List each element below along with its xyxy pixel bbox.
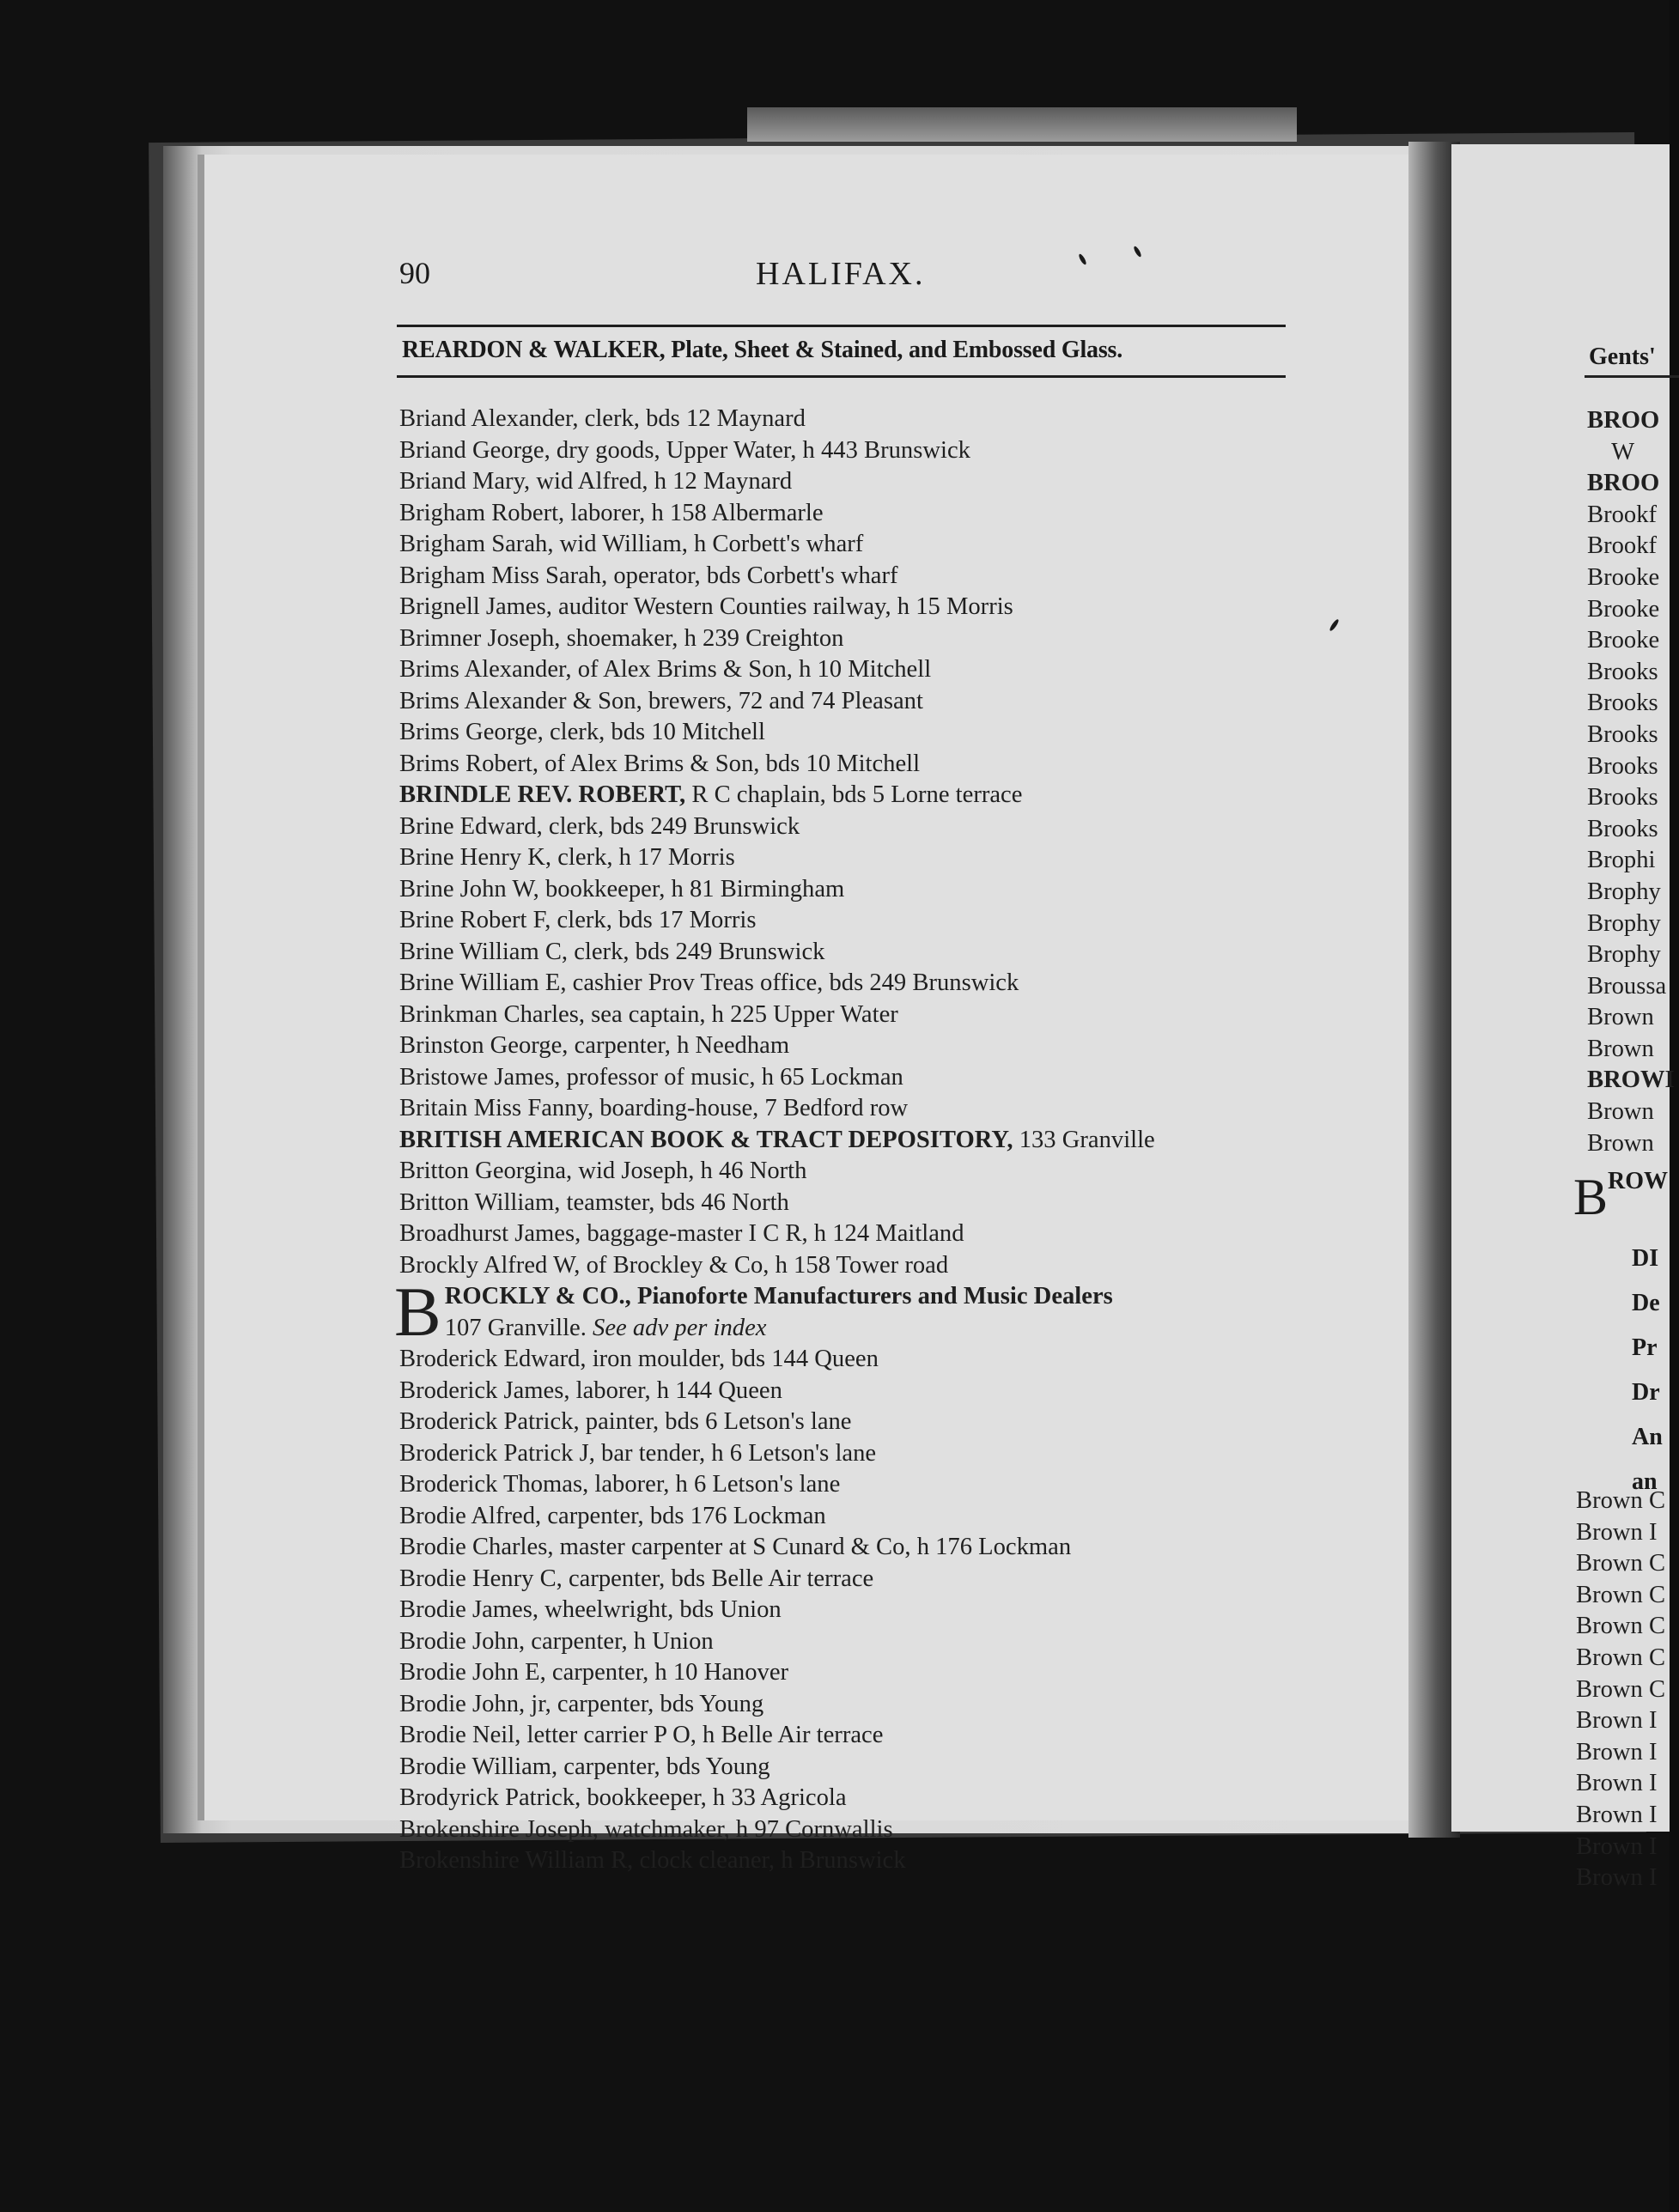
directory-entry: Brine Edward, clerk, bds 249 Brunswick [399, 812, 800, 840]
directory-entry: Brodyrick Patrick, bookkeeper, h 33 Agricola [399, 1784, 847, 1811]
right-page-entry: Brophy [1587, 941, 1661, 969]
directory-entry: Bristowe James, professor of music, h 65 Lockman [399, 1063, 903, 1091]
directory-entry: Brodie John, carpenter, h Union [399, 1627, 714, 1655]
right-page-entry: Brookf [1587, 532, 1658, 560]
directory-entry: Brodie Alfred, carpenter, bds 176 Lockman [399, 1502, 826, 1529]
directory-entry: Brigham Miss Sarah, operator, bds Corbett's wharf [399, 562, 898, 589]
right-page-entry: Brophi [1587, 847, 1656, 874]
directory-entry: Brine William C, clerk, bds 249 Brunswick [399, 938, 825, 965]
right-page-entry: Brown I [1576, 1801, 1658, 1828]
right-page-entry: Brookf [1587, 501, 1658, 528]
advertising-banner: REARDON & WALKER, Plate, Sheet & Stained, and Embossed Glass. [402, 337, 1123, 363]
directory-entry: Broderick James, laborer, h 144 Queen [399, 1376, 782, 1404]
directory-entries [394, 404, 1310, 1877]
directory-entry: Brinston George, carpenter, h Needham [399, 1032, 790, 1059]
right-page-ad-lines [1632, 1237, 1663, 1504]
right-page-entry: Brown I [1576, 1864, 1658, 1892]
directory-entry: Brine Henry K, clerk, h 17 Morris [399, 844, 735, 871]
directory-entry: Brodie John, jr, carpenter, bds Young [399, 1690, 764, 1717]
right-page-entry: Brown [1587, 1129, 1654, 1157]
directory-entry: Brine John W, bookkeeper, h 81 Birmingham [399, 875, 845, 902]
right-page-entry: Brown C [1576, 1644, 1666, 1671]
right-page-entry: Brown [1587, 1004, 1654, 1031]
directory-entry: Brims Alexander, of Alex Brims & Son, h 10 Mitchell [399, 656, 932, 683]
right-page-ad-line: Dr [1632, 1379, 1660, 1406]
right-page-entry: Brown I [1576, 1832, 1658, 1860]
directory-entry: Britton William, teamster, bds 46 North [399, 1188, 789, 1216]
right-page-entry: Brooks [1587, 752, 1658, 780]
directory-entry: Brodie Henry C, carpenter, bds Belle Air terrace [399, 1565, 874, 1592]
ad-address: 107 Granville. [444, 1314, 587, 1341]
right-page-entry: Brooks [1587, 720, 1658, 748]
right-page-entry: Brown C [1576, 1487, 1666, 1514]
directory-entry: Broderick Edward, iron moulder, bds 144 Queen [399, 1346, 879, 1372]
page-number: 90 [399, 256, 430, 290]
entry-detail: 133 Granville [1013, 1126, 1155, 1153]
directory-entry: Briand Alexander, clerk, bds 12 Maynard [399, 405, 806, 432]
brockly-advertisement [394, 1273, 1310, 1351]
directory-entry: Britain Miss Fanny, boarding-house, 7 Bedford row [399, 1095, 909, 1121]
directory-entry: Brims Alexander & Son, brewers, 72 and 74 Pleasant [399, 687, 923, 714]
book-top-edge [747, 107, 1297, 142]
directory-entry: Broderick Thomas, laborer, h 6 Letson's lane [399, 1471, 841, 1498]
right-page-entry: Brooke [1587, 563, 1660, 591]
right-page-entry: Brophy [1587, 909, 1661, 937]
right-page-entry: Brooks [1587, 815, 1658, 842]
directory-entry-british-american [399, 1125, 1310, 1157]
right-page-entry: Brooks [1587, 690, 1658, 717]
entry-name-bold: BRINDLE REV. ROBERT, [399, 781, 686, 808]
directory-entry: Brokenshire William R, clock cleaner, h Brunswick [399, 1847, 906, 1874]
directory-entry: Brodie Charles, master carpenter at S Cunard & Co, h 176 Lockman [399, 1534, 1072, 1560]
directory-entry: Broderick Patrick, painter, bds 6 Letson's lane [399, 1408, 852, 1435]
directory-entry: Broderick Patrick J, bar tender, h 6 Letson's lane [399, 1439, 877, 1467]
running-head: HALIFAX. [756, 256, 926, 292]
directory-entry: Brinkman Charles, sea captain, h 225 Upper Water [399, 1000, 898, 1028]
right-dropcap-rest: ROW [1608, 1168, 1669, 1194]
right-page-ad-heading [1573, 1168, 1668, 1227]
directory-entry: Briand George, dry goods, Upper Water, h 443 Brunswick [399, 436, 970, 464]
right-page-entry: BROWI [1587, 1066, 1675, 1094]
right-page-entry: Brown [1587, 1035, 1654, 1062]
directory-entry: Brodie Neil, letter carrier P O, h Belle Air terrace [399, 1722, 884, 1748]
directory-entry: Brimner Joseph, shoemaker, h 239 Creighton [399, 624, 844, 652]
right-page-entry: Brown C [1576, 1581, 1666, 1608]
directory-entry: Brodie John E, carpenter, h 10 Hanover [399, 1659, 789, 1686]
ad-reference: See adv per index [593, 1314, 767, 1341]
right-page-entry: Brown I [1576, 1770, 1658, 1797]
directory-entry: Brims Robert, of Alex Brims & Son, bds 10 Mitchell [399, 750, 921, 777]
directory-entry: Briand Mary, wid Alfred, h 12 Maynard [399, 468, 793, 495]
directory-entry: Broadhurst James, baggage-master I C R, h 124 Maitland [399, 1220, 964, 1247]
right-page-entry: BROO [1587, 470, 1660, 497]
right-page-banner: Gents' [1589, 343, 1656, 370]
right-page-entry: Brown C [1576, 1613, 1666, 1640]
directory-entry: Brockly Alfred W, of Brockley & Co, h 158 Tower road [399, 1251, 949, 1279]
right-page-entry: Brown I [1576, 1707, 1658, 1735]
ad-trade: Pianoforte Manufacturers and Music Dealers [630, 1283, 1113, 1310]
directory-entry: Brine William E, cashier Prov Treas office, bds 249 Brunswick [399, 969, 1019, 996]
directory-entry: Brodie William, carpenter, bds Young [399, 1753, 770, 1780]
right-page-entry: Brooks [1587, 658, 1658, 685]
right-page-ad-line: De [1632, 1290, 1660, 1316]
directory-entry: Brokenshire Joseph, watchmaker, h 97 Cornwallis [399, 1815, 893, 1843]
right-page-entry: Brown [1587, 1098, 1654, 1126]
directory-entry: Brigham Sarah, wid William, h Corbett's wharf [399, 531, 864, 557]
header-rule-top [397, 325, 1286, 327]
right-page-entry: Brooke [1587, 627, 1660, 654]
header-rule-bottom [397, 375, 1286, 378]
right-page-entry: BROO [1587, 407, 1660, 434]
right-page-entries-lower [1576, 1486, 1665, 1894]
right-page-entry: Brown I [1576, 1738, 1658, 1765]
right-page-entries [1587, 405, 1675, 1159]
right-page-entry: Brooke [1587, 595, 1660, 623]
entry-detail: R C chaplain, bds 5 Lorne terrace [685, 781, 1023, 808]
right-page-entry: W [1587, 438, 1635, 465]
right-page-entry: Brooks [1587, 784, 1658, 811]
right-page-ad-line: An [1632, 1424, 1663, 1450]
directory-entry: Brine Robert F, clerk, bds 17 Morris [399, 907, 757, 933]
right-page-entry: Broussa [1587, 972, 1667, 1000]
right-page-ad-line: an [1632, 1468, 1658, 1495]
right-page-rule [1585, 375, 1679, 378]
directory-entry: Brodie James, wheelwright, bds Union [399, 1596, 782, 1623]
directory-entry: Brignell James, auditor Western Counties railway, h 15 Morris [399, 593, 1013, 620]
right-page-ad-line: DI [1632, 1245, 1659, 1272]
right-page-entry: Brown C [1576, 1550, 1666, 1577]
dropcap-letter: B [394, 1273, 441, 1351]
right-page-entry: Brophy [1587, 878, 1661, 905]
directory-entry: Brims George, clerk, bds 10 Mitchell [399, 719, 765, 745]
right-dropcap: B [1573, 1169, 1609, 1225]
right-page-entry: Brown C [1576, 1675, 1666, 1703]
right-page-ad-line: Pr [1632, 1334, 1658, 1361]
right-page-entry: Brown I [1576, 1518, 1658, 1546]
directory-entry: Britton Georgina, wid Joseph, h 46 North [399, 1158, 807, 1184]
ad-firm-name: ROCKLY & CO., [444, 1283, 631, 1310]
directory-entry-brindle [399, 780, 1310, 811]
entry-name-bold: BRITISH AMERICAN BOOK & TRACT DEPOSITORY, [399, 1126, 1013, 1153]
directory-entry: Brigham Robert, laborer, h 158 Albermarle [399, 499, 824, 526]
